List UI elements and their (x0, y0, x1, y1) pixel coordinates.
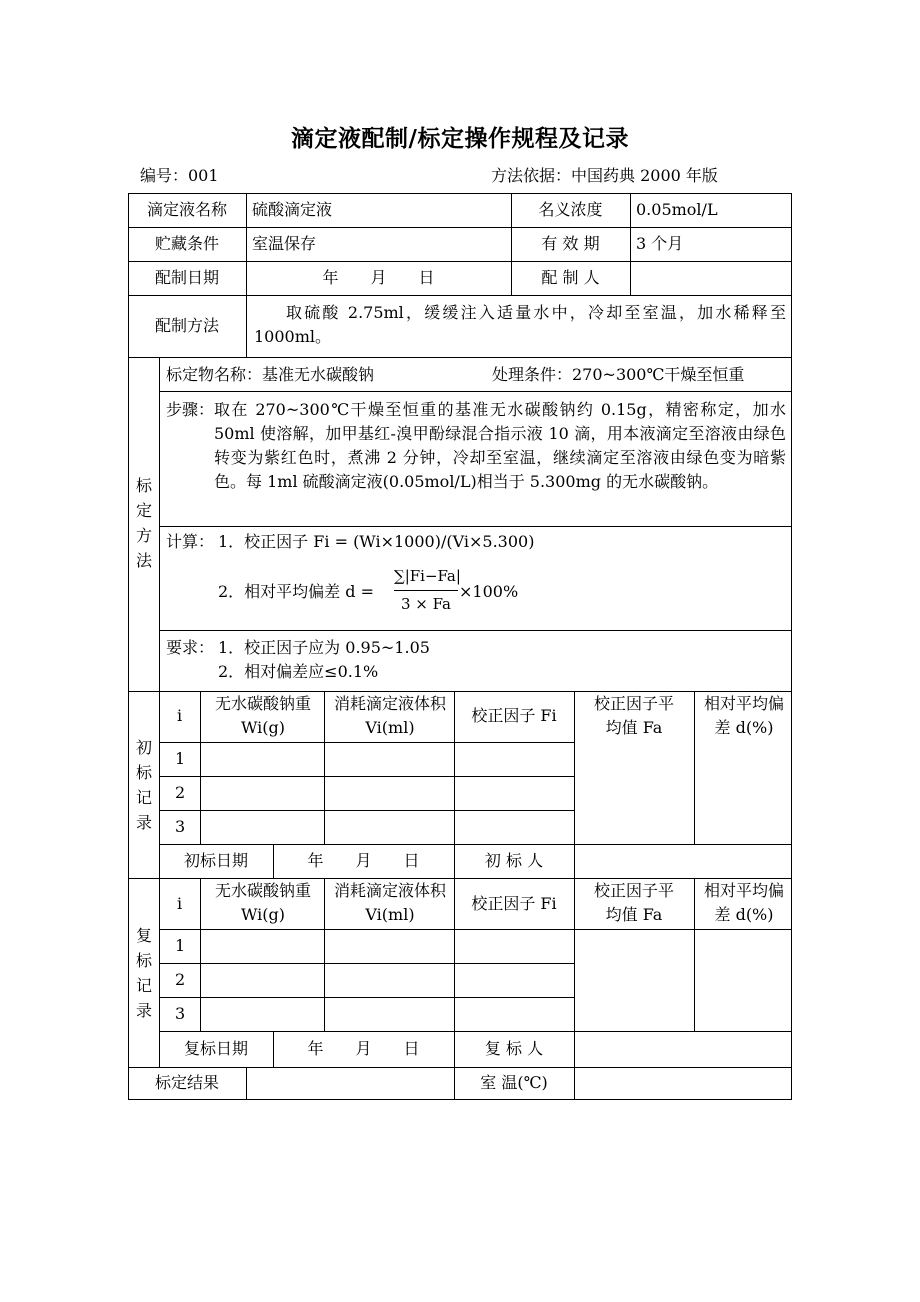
rule (159, 742, 574, 743)
preparer-label: 配 制 人 (541, 268, 600, 287)
rule (246, 1067, 247, 1100)
review-date-label: 复标日期 (183, 1039, 248, 1058)
col-volume: 消耗滴定液体积 Vi(ml) (334, 881, 447, 924)
rule (574, 691, 575, 878)
rule (630, 193, 631, 295)
review-date-value: 年 月 日 (307, 1039, 420, 1058)
fraction-denominator: 3 × Fa (401, 595, 451, 613)
rule (694, 691, 695, 844)
storage-value: 室温保存 (252, 234, 317, 253)
prep-method-label: 配制方法 (154, 316, 219, 335)
col-volume: 消耗滴定液体积 Vi(ml) (334, 694, 447, 737)
col-avg: 校正因子平均值 Fa (593, 881, 674, 924)
col-i: i (176, 894, 183, 913)
calc-formula-2: 2．相对平均偏差 d = (218, 582, 375, 601)
rule (200, 691, 201, 844)
rule (324, 878, 325, 1031)
rule (324, 691, 325, 844)
temp-label: 室 温(℃) (480, 1073, 548, 1092)
prep-date-label: 配制日期 (154, 268, 219, 287)
initial-record-label: 初标记录 (135, 738, 152, 832)
rule (159, 630, 792, 631)
rule (128, 227, 792, 228)
prep-method-text: 取硫酸 2.75ml，缓缓注入适量水中，冷却至室温，加水稀释至1000ml。 (254, 303, 786, 346)
col-weight: 无水碳酸钠重 Wi(g) (214, 881, 311, 924)
col-factor: 校正因子 Fi (471, 894, 557, 913)
method-basis: 方法依据：中国药典 2000 年版 (491, 166, 718, 185)
storage-label: 贮藏条件 (154, 234, 219, 253)
document-code: 编号：001 (140, 166, 219, 185)
rule (159, 391, 792, 392)
row-index: 3 (175, 1004, 186, 1023)
rule (159, 776, 574, 777)
conc-value: 0.05mol/L (636, 200, 718, 219)
col-weight: 无水碳酸钠重 Wi(g) (214, 694, 311, 737)
rule (159, 929, 792, 930)
validity-value: 3 个月 (636, 234, 684, 253)
row-index: 3 (175, 817, 186, 836)
rule (159, 810, 574, 811)
result-label: 标定结果 (154, 1073, 219, 1092)
row-index: 1 (175, 936, 186, 955)
name-label: 滴定液名称 (146, 200, 227, 219)
treatment-condition: 处理条件：270~300℃干燥至恒重 (492, 365, 745, 384)
req-2: 2．相对偏差应≤0.1% (218, 662, 379, 681)
rule (159, 844, 792, 845)
calibration-method-label: 标定方法 (135, 476, 152, 570)
col-dev: 相对平均偏差 d(%) (703, 881, 784, 924)
initial-date-label: 初标日期 (183, 851, 248, 870)
border-top (128, 193, 792, 194)
substance-name: 标定物名称：基准无水碳酸钠 (166, 365, 375, 384)
review-person-label: 复 标 人 (484, 1039, 544, 1058)
req-1: 1．校正因子应为 0.95~1.05 (218, 638, 430, 657)
rule (159, 997, 574, 998)
fraction-numerator: ∑|Fi−Fa| (394, 567, 461, 585)
border-bottom (128, 1099, 792, 1100)
review-record-label: 复标记录 (135, 926, 152, 1020)
steps-text: 取在 270~300℃干燥至恒重的基准无水碳酸钠约 0.15g，精密称定，加水 50ml 使溶解，加甲基红-溴甲酚绿混合指示液 10 滴，用本液滴定至溶液由绿色转变为紫红色时，煮沸 2 分钟，冷却至室温，继续滴定至溶液由绿色变为暗紫色。每 1ml 硫酸滴定液(0.05mol/L)相当于 5.300mg 的无水碳酸钠。 (214, 400, 786, 491)
steps-label: 步骤： (166, 400, 215, 419)
row-index: 1 (175, 749, 186, 768)
rule (128, 261, 792, 262)
page-title: 滴定液配制/标定操作规程及记录 (291, 125, 629, 152)
initial-date-value: 年 月 日 (307, 851, 420, 870)
rule (128, 295, 792, 296)
fraction-bar (394, 590, 458, 591)
border-right (791, 193, 792, 1100)
row-index: 2 (175, 783, 186, 802)
req-label: 要求： (166, 638, 215, 657)
rule (694, 878, 695, 1031)
rule (159, 963, 574, 964)
calc-label: 计算： (166, 532, 215, 551)
calc-formula-1: 1．校正因子 Fi = (Wi×1000)/(Vi×5.300) (218, 532, 535, 551)
col-dev: 相对平均偏差 d(%) (703, 694, 784, 737)
validity-label: 有 效 期 (541, 234, 600, 253)
initial-person-label: 初 标 人 (484, 851, 544, 870)
col-i: i (176, 706, 183, 725)
rule (159, 526, 792, 527)
formula-suffix: ×100% (459, 582, 519, 601)
row-index: 2 (175, 970, 186, 989)
rule (128, 357, 792, 358)
col-avg: 校正因子平均值 Fa (593, 694, 674, 737)
rule (574, 878, 575, 1100)
rule (200, 878, 201, 1031)
rule (159, 1031, 792, 1032)
prep-date-value: 年 月 日 (322, 268, 435, 287)
conc-label: 名义浓度 (538, 200, 603, 219)
col-factor: 校正因子 Fi (471, 706, 557, 725)
name-value: 硫酸滴定液 (252, 200, 333, 219)
record-table (128, 193, 792, 1100)
rule (128, 1067, 792, 1068)
